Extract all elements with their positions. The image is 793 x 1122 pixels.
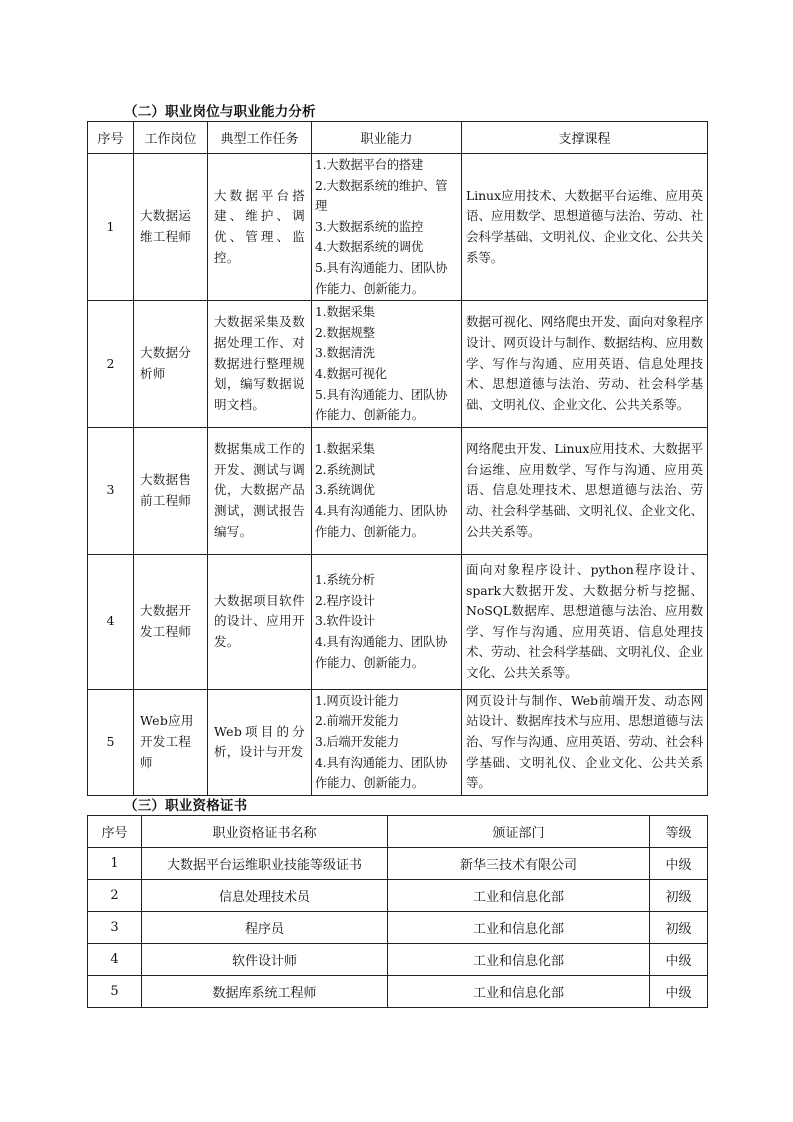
job-abilities: [312, 154, 462, 301]
header-num: 序号: [88, 122, 134, 154]
ability-item: 4.具有沟通能力、团队协作能力、创新能力。: [315, 504, 448, 539]
ability-item: 3.系统调优: [315, 483, 375, 498]
table-row: [88, 554, 708, 689]
cert-level: 初级: [650, 880, 708, 912]
ability-item: 1.数据采集: [315, 442, 375, 457]
table-row: [88, 976, 708, 1008]
ability-item: 2.大数据系统的维护、管理: [315, 178, 448, 214]
job-abilities: [312, 427, 462, 554]
cert-issuer: 工业和信息化部: [388, 944, 650, 976]
job-courses: 网络爬虫开发、Linux应用技术、大数据平台运维、应用数学、写作与沟通、应用英语、信息处理技术、思想道德与法治、劳动、社会科学基础、文明礼仪、企业文化、公共关系等。: [462, 427, 708, 554]
ability-item: 3.数据清洗: [315, 346, 375, 361]
ability-item: 4.大数据系统的调优: [315, 240, 424, 255]
certificate-table: [87, 815, 708, 1008]
header-courses: 支撑课程: [462, 122, 708, 154]
header-position: 工作岗位: [134, 122, 208, 154]
job-abilities: [312, 689, 462, 795]
ability-item: 5.具有沟通能力、团队协作能力、创新能力。: [315, 387, 448, 423]
row-num: 2: [88, 880, 142, 912]
table-row: [88, 154, 708, 301]
cert-name: 大数据平台运维职业技能等级证书: [142, 848, 388, 880]
job-task: 大数据项目软件的设计、应用开发。: [208, 554, 312, 689]
row-num: 1: [88, 154, 134, 301]
ability-item: 3.大数据系统的监控: [315, 219, 424, 234]
job-position: 大数据分析师: [134, 301, 208, 428]
cert-level: 初级: [650, 912, 708, 944]
ability-item: 2.前端开发能力: [315, 714, 399, 729]
cert-issuer: 工业和信息化部: [388, 976, 650, 1008]
ability-item: 3.软件设计: [315, 614, 375, 629]
ability-item: 2.系统测试: [315, 462, 375, 477]
job-task: 数据集成工作的开发、测试与调优，大数据产品测试，测试报告编写。: [208, 427, 312, 554]
table-row: [88, 848, 708, 880]
cert-level: 中级: [650, 976, 708, 1008]
cert-issuer: 工业和信息化部: [388, 912, 650, 944]
table-header-row: [88, 122, 708, 154]
header-ability: 职业能力: [312, 122, 462, 154]
ability-item: 5.具有沟通能力、团队协作能力、创新能力。: [315, 260, 448, 296]
cert-issuer: 工业和信息化部: [388, 880, 650, 912]
ability-item: 4.具有沟通能力、团队协作能力、创新能力。: [315, 755, 448, 791]
ability-item: 1.系统分析: [315, 573, 375, 588]
row-num: 4: [88, 944, 142, 976]
row-num: 5: [88, 689, 134, 795]
ability-item: 1.网页设计能力: [315, 693, 399, 708]
ability-item: 2.程序设计: [315, 593, 375, 608]
header-task: 典型工作任务: [208, 122, 312, 154]
row-num: 5: [88, 976, 142, 1008]
job-analysis-table: [87, 121, 708, 796]
row-num: 1: [88, 848, 142, 880]
ability-item: 3.后端开发能力: [315, 734, 399, 749]
ability-item: 2.数据规整: [315, 325, 375, 340]
ability-item: 1.数据采集: [315, 305, 375, 320]
job-position: 大数据开发工程师: [134, 554, 208, 689]
header-issuer: 颁证部门: [388, 816, 650, 848]
cert-level: 中级: [650, 848, 708, 880]
cert-name: 信息处理技术员: [142, 880, 388, 912]
row-num: 3: [88, 427, 134, 554]
section-title-job-analysis: （二）职业岗位与职业能力分析: [124, 104, 316, 120]
section-title-certificates: （三）职业资格证书: [124, 798, 248, 814]
cert-issuer: 新华三技术有限公司: [388, 848, 650, 880]
header-cert-name: 职业资格证书名称: [142, 816, 388, 848]
table-row: [88, 689, 708, 795]
job-courses: 数据可视化、网络爬虫开发、面向对象程序设计、网页设计与制作、数据结构、应用数学、写作与沟通、应用英语、信息处理技术、思想道德与法治、劳动、社会科学基础、文明礼仪、企业文化、公共关系等。: [462, 301, 708, 428]
row-num: 3: [88, 912, 142, 944]
job-position: 大数据售前工程师: [134, 427, 208, 554]
job-task: 大数据采集及数据处理工作、对数据进行整理规划，编写数据说明文档。: [208, 301, 312, 428]
job-courses: 网页设计与制作、Web前端开发、动态网站设计、数据库技术与应用、思想道德与法治、写作与沟通、应用英语、劳动、社会科学基础、文明礼仪、企业文化、公共关系等。: [462, 689, 708, 795]
job-position: Web应用开发工程师: [134, 689, 208, 795]
job-task: Web项目的分析，设计与开发: [208, 689, 312, 795]
table-row: [88, 912, 708, 944]
job-abilities: [312, 554, 462, 689]
ability-item: 4.数据可视化: [315, 366, 387, 381]
ability-item: 4.具有沟通能力、团队协作能力、创新能力。: [315, 635, 448, 670]
job-courses: 面向对象程序设计、python程序设计、spark大数据开发、大数据分析与挖掘、NoSQL数据库、思想道德与法治、应用数学、写作与沟通、应用英语、信息处理技术、劳动、社会科学基础、文明礼仪、企业文化、公共关系等。: [462, 554, 708, 689]
table-row: [88, 944, 708, 976]
job-courses: Linux应用技术、大数据平台运维、应用英语、应用数学、思想道德与法治、劳动、社会科学基础、文明礼仪、企业文化、公共关系等。: [462, 154, 708, 301]
table-row: [88, 880, 708, 912]
ability-item: 1.大数据平台的搭建: [315, 158, 424, 172]
job-task: 大数据平台搭建、维护、调优、管理、监控。: [208, 154, 312, 301]
cert-name: 软件设计师: [142, 944, 388, 976]
row-num: 2: [88, 301, 134, 428]
header-num: 序号: [88, 816, 142, 848]
table-row: [88, 427, 708, 554]
job-position: 大数据运维工程师: [134, 154, 208, 301]
cert-name: 数据库系统工程师: [142, 976, 388, 1008]
job-abilities: [312, 301, 462, 428]
row-num: 4: [88, 554, 134, 689]
header-level: 等级: [650, 816, 708, 848]
cert-name: 程序员: [142, 912, 388, 944]
table-row: [88, 301, 708, 428]
table-header-row: [88, 816, 708, 848]
cert-level: 中级: [650, 944, 708, 976]
